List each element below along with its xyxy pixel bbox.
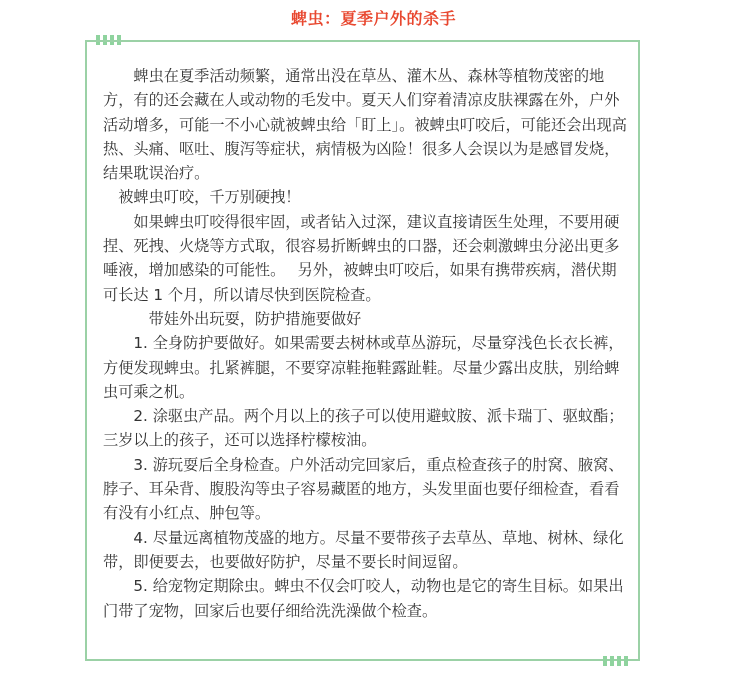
tip-item-3: 3. 游玩耍后全身检查。户外活动完回家后，重点检查孩子的肘窝、腋窝、脖子、耳朵背、腹股沟等虫子容易藏匿的地方，头发里面也要仔细检查，看看有没有小红点、肿包等。 [103, 455, 624, 523]
decorative-stripes-bottom [603, 656, 628, 666]
intro-paragraph: 蜱虫在夏季活动频繁，通常出没在草丛、灌木丛、森林等植物茂密的地方，有的还会藏在人或动物的毛发中。夏天人们穿着清凉皮肤裸露在外，户外活动增多，可能一不小心就被蜱虫给「盯上」。被蜱虫叮咬后，可能还会出现高热、头痛、呕吐、腹泻等症状，病情极为凶险！很多人会误以为是感冒发烧，结果耽误治疗。 [103, 67, 627, 183]
tip-item-1: 1. 全身防护要做好。如果需要去树林或草丛游玩，尽量穿浅色长衣长裤，方便发现蜱虫。扎紧裤腿，不要穿凉鞋拖鞋露趾鞋。尽量少露出皮肤，别给蜱虫可乘之机。 [103, 334, 624, 401]
article-title: 蜱虫：夏季户外的杀手 [290, 9, 456, 28]
section-heading-protection: 带娃外出玩耍，防护措施要做好 [148, 309, 362, 328]
tip-item-4: 4. 尽量远离植物茂盛的地方。尽量不要带孩子去草丛、草地、树林、绿化带，即便要去，也要做好防护，尽量不要长时间逗留。 [103, 528, 624, 571]
article-body [103, 64, 628, 623]
section-heading-bite: 被蜱虫叮咬，千万别硬拽！ [118, 188, 301, 207]
bite-advice-paragraph: 如果蜱虫叮咬得很牢固，或者钻入过深，建议直接请医生处理，不要用硬捏、死拽、火烧等方式取，很容易折断蜱虫的口器，还会刺激蜱虫分泌出更多唾液，增加感染的可能性。 另外，被蜱虫叮咬后，如果有携带疾病，潜伏期可长达 1 个月，所以请尽快到医院检查。 [103, 212, 620, 304]
tip-item-2: 2. 涂驱虫产品。两个月以上的孩子可以使用避蚊胺、派卡瑞丁、驱蚊酯；三岁以上的孩子，还可以选择柠檬桉油。 [103, 407, 624, 450]
tip-item-5: 5. 给宠物定期除虫。蜱虫不仅会叮咬人，动物也是它的寄生目标。如果出门带了宠物，回家后也要仔细给洗洗澡做个检查。 [103, 577, 624, 620]
